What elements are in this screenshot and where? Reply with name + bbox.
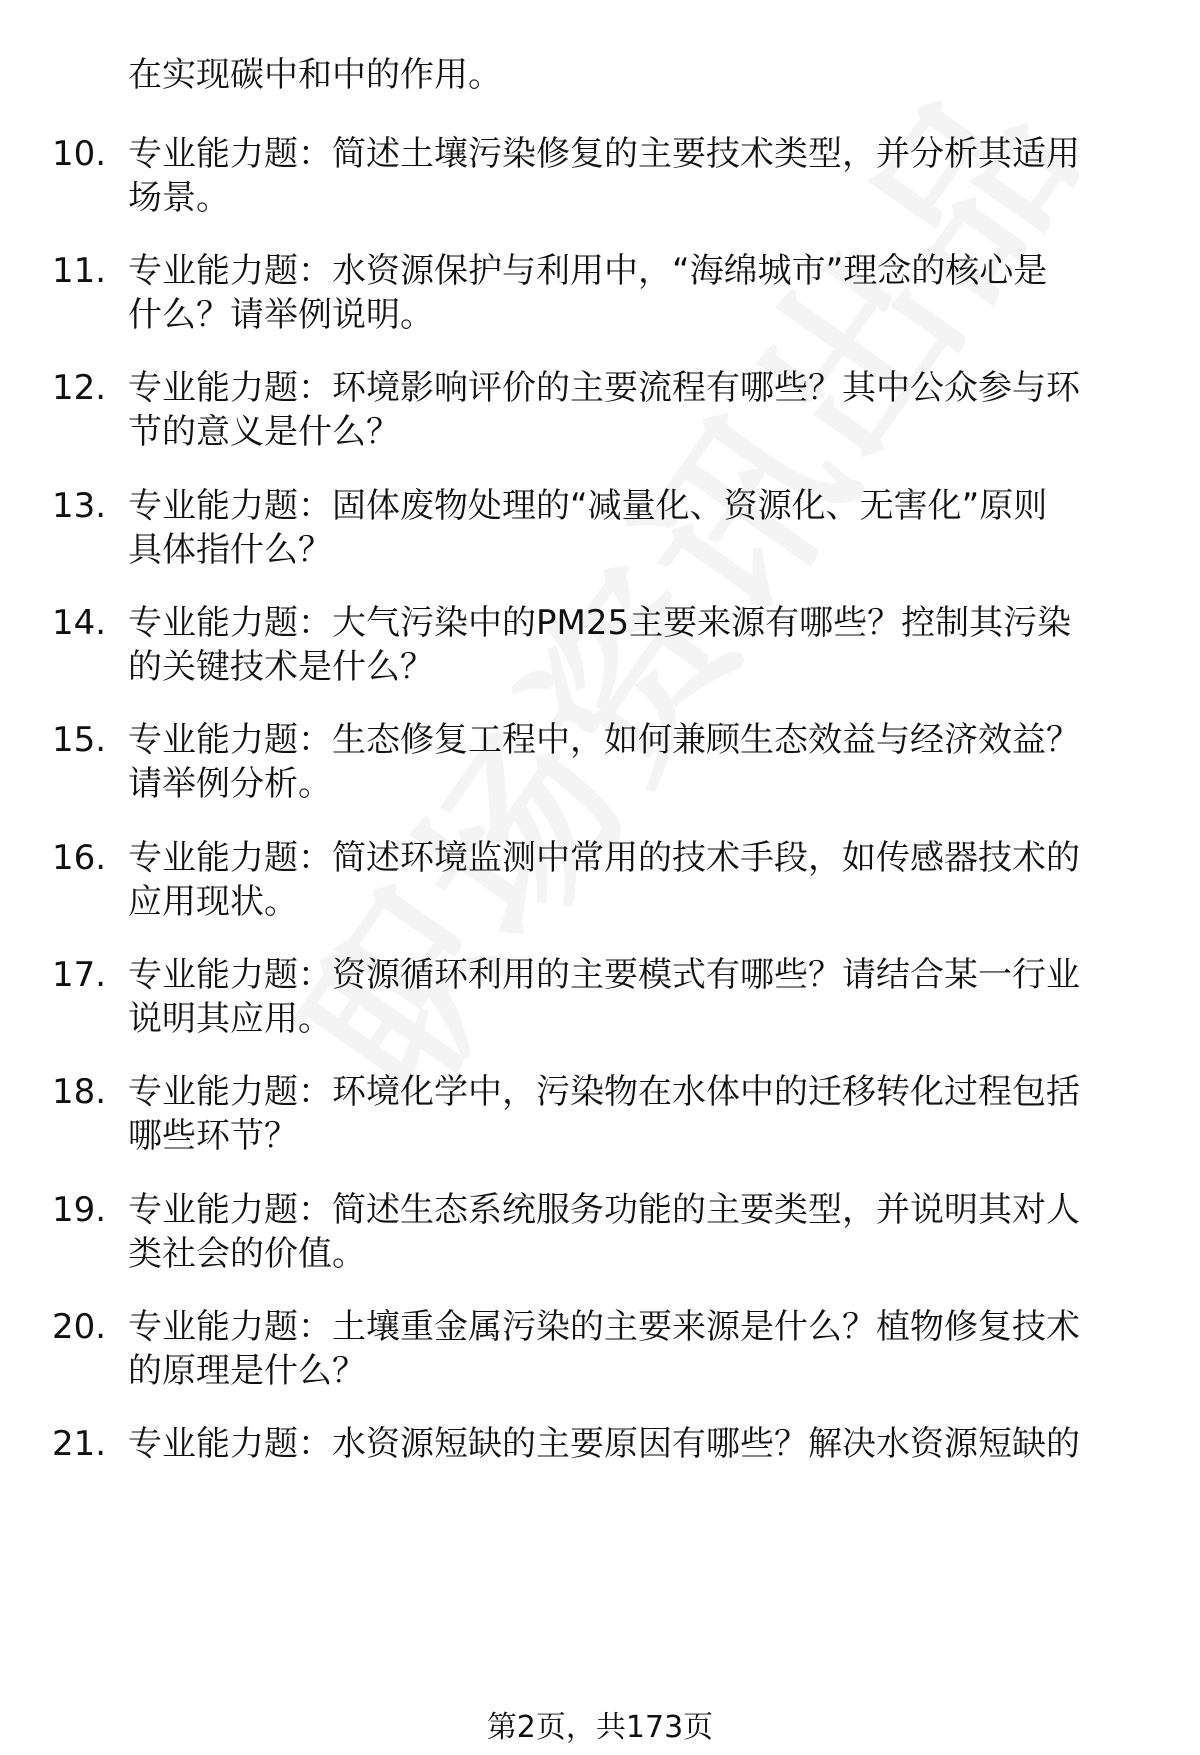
question-text: 专业能力题：水资源保护与利用中，“海绵城市”理念的核心是 [128, 251, 1048, 291]
page-footer: 第2页，共173页 [486, 1710, 714, 1745]
question-text: 专业能力题：简述土壤污染修复的主要技术类型，并分析其适用 [128, 134, 1080, 174]
question-text: 专业能力题：水资源短缺的主要原因有哪些？解决水资源短缺的 [128, 1424, 1080, 1464]
question-text-continued: 说明其应用。 [128, 999, 332, 1039]
question-number: 13. [52, 486, 107, 526]
question-number: 17. [52, 955, 107, 995]
question-text-continued: 类社会的价值。 [128, 1234, 366, 1274]
question-number: 19. [52, 1190, 107, 1230]
question-number: 14. [52, 603, 107, 643]
question-text-continued: 哪些环节？ [128, 1116, 298, 1156]
question-text-continued: 什么？请举例说明。 [128, 295, 434, 335]
question-text: 专业能力题：资源循环利用的主要模式有哪些？请结合某一行业 [128, 955, 1080, 995]
question-number: 11. [52, 251, 107, 291]
question-number: 21. [52, 1424, 107, 1464]
question-text: 专业能力题：简述环境监测中常用的技术手段，如传感器技术的 [128, 838, 1080, 878]
question-text: 专业能力题：环境化学中，污染物在水体中的迁移转化过程包括 [128, 1072, 1080, 1112]
question-number: 18. [52, 1072, 107, 1112]
question-text-continued: 的原理是什么？ [128, 1351, 366, 1391]
question-text: 专业能力题：土壤重金属污染的主要来源是什么？植物修复技术 [128, 1307, 1080, 1347]
question-text: 专业能力题：大气污染中的PM25主要来源有哪些？控制其污染 [128, 603, 1072, 643]
question-number: 12. [52, 368, 107, 408]
question-text: 专业能力题：环境影响评价的主要流程有哪些？其中公众参与环 [128, 368, 1080, 408]
question-number: 16. [52, 838, 107, 878]
carry-over-text: 在实现碳中和中的作用。 [128, 55, 502, 95]
question-number: 15. [52, 720, 107, 760]
question-text-continued: 请举例分析。 [128, 764, 332, 804]
question-text: 专业能力题：固体废物处理的“减量化、资源化、无害化”原则 [128, 486, 1048, 526]
question-text-continued: 的关键技术是什么？ [128, 647, 434, 687]
question-text-continued: 节的意义是什么？ [128, 412, 400, 452]
question-text-continued: 应用现状。 [128, 882, 298, 922]
question-text-continued: 场景。 [128, 178, 230, 218]
question-number: 10. [52, 134, 107, 174]
question-text-continued: 具体指什么？ [128, 530, 332, 570]
question-number: 20. [52, 1307, 107, 1347]
question-text: 专业能力题：生态修复工程中，如何兼顾生态效益与经济效益？ [128, 720, 1080, 760]
question-text: 专业能力题：简述生态系统服务功能的主要类型，并说明其对人 [128, 1190, 1080, 1230]
